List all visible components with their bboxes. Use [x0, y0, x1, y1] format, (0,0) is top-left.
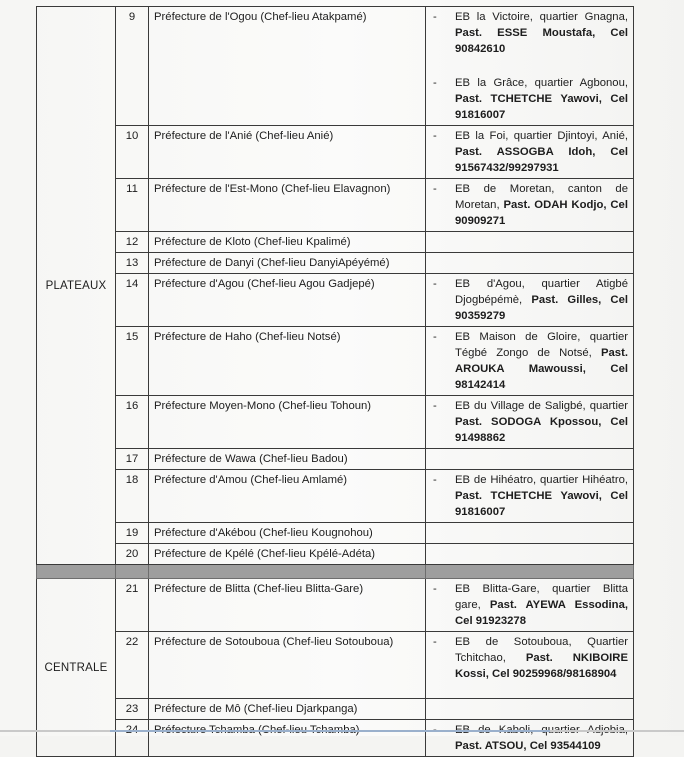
church-contact-cell [426, 632, 634, 699]
prefecture-number-cell [116, 179, 149, 232]
church-contact [455, 581, 628, 629]
prefecture-name: Préfecture d'Amou (Chef-lieu Amlamé) [154, 474, 348, 486]
church-contact-cell [426, 579, 634, 632]
prefecture-number-cell [116, 126, 149, 179]
list-item [431, 75, 628, 123]
church-contact [455, 329, 628, 393]
prefecture-number-cell [116, 396, 149, 449]
church-contact-cell [426, 720, 634, 757]
table-row [37, 253, 634, 274]
table-row [37, 470, 634, 523]
scan-edge [0, 730, 684, 732]
prefecture-number: 11 [126, 183, 138, 195]
prefecture-name: Préfecture de Wawa (Chef-lieu Badou) [154, 453, 348, 465]
prefecture-number-cell [116, 720, 149, 757]
bullet-dash: - [433, 474, 437, 486]
prefecture-name-cell [149, 396, 426, 449]
prefecture-number-cell [116, 699, 149, 720]
church-contact-cell [426, 274, 634, 327]
pastor-contact: Past. SODOGA Kpossou, Cel 91498862 [455, 416, 628, 444]
prefecture-name-cell [149, 544, 426, 565]
bullet-dash: - [433, 183, 437, 195]
prefecture-name-cell [149, 632, 426, 699]
table-row [37, 126, 634, 179]
bullet-dash: - [433, 77, 437, 89]
prefecture-name-cell [149, 579, 426, 632]
region-separator-row [37, 565, 634, 579]
prefecture-number: 17 [125, 453, 139, 465]
list-item [431, 634, 628, 682]
church-contact-cell [426, 232, 634, 253]
prefecture-number: 10 [125, 130, 139, 142]
church-location: EB la Victoire, quartier Gnagna, [455, 11, 628, 23]
pastor-contact: Past. AROUKA Mawoussi, Cel 98142414 [455, 347, 628, 391]
prefecture-name: Préfecture de l'Ogou (Chef-lieu Atakpamé) [154, 11, 367, 23]
church-contact-cell [426, 470, 634, 523]
prefecture-number-cell [116, 544, 149, 565]
church-location: EB de Hihéatro, quartier Hihéatro, [455, 474, 628, 486]
pastor-contact: Past. TCHETCHE Yawovi, Cel 91816007 [455, 93, 628, 121]
prefecture-number-cell [116, 327, 149, 396]
prefecture-name: Préfecture de Danyi (Chef-lieu DanyiApéyémé) [154, 257, 390, 269]
region-cell-plateaux [37, 7, 116, 565]
prefecture-number: 18 [125, 474, 139, 486]
pastor-contact: Past. ESSE Moustafa, Cel 90842610 [455, 27, 628, 55]
list-item [431, 472, 628, 520]
table-row [37, 720, 634, 757]
prefecture-number-cell [116, 449, 149, 470]
separator-cell [426, 565, 634, 579]
church-contact [455, 276, 628, 324]
church-contact-cell [426, 396, 634, 449]
church-location: EB Blitta-Gare, quartier Blitta gare, [455, 583, 628, 611]
church-location: EB la Foi, quartier Djintoyi, Anié, [455, 130, 628, 142]
prefecture-name-cell [149, 7, 426, 126]
prefecture-number: 14 [125, 278, 139, 290]
list-item [431, 329, 628, 393]
prefecture-name-cell [149, 449, 426, 470]
prefecture-name: Préfecture de l'Est-Mono (Chef-lieu Elavagnon) [154, 183, 391, 195]
church-contact-cell [426, 523, 634, 544]
prefecture-name-cell [149, 327, 426, 396]
prefecture-number: 9 [128, 11, 136, 23]
prefecture-name-cell [149, 253, 426, 274]
table-row [37, 396, 634, 449]
separator-cell [116, 565, 149, 579]
prefecture-name: Préfecture de Mô (Chef-lieu Djarkpanga) [154, 703, 358, 715]
prefecture-name-cell [149, 699, 426, 720]
prefecture-name: Préfecture Moyen-Mono (Chef-lieu Tohoun) [154, 400, 372, 412]
list-item [431, 9, 628, 57]
prefecture-name-cell [149, 470, 426, 523]
table-row [37, 632, 634, 699]
church-contact [455, 128, 628, 176]
prefecture-number-cell [116, 253, 149, 274]
pastor-contact: Past. ATSOU, Cel 93544109 [455, 740, 601, 752]
prefecture-name-cell [149, 523, 426, 544]
church-location: EB d'Agou, quartier Atigbé Djogbépémè, [455, 278, 628, 306]
bullet-dash: - [433, 130, 437, 142]
prefecture-name-cell [149, 232, 426, 253]
prefecture-number: 22 [125, 636, 139, 648]
prefecture-name-cell [149, 179, 426, 232]
table-row [37, 699, 634, 720]
prefecture-number: 16 [125, 400, 139, 412]
prefecture-name: Préfecture de Haho (Chef-lieu Notsé) [154, 331, 341, 343]
prefecture-number-cell [116, 579, 149, 632]
separator-cell [37, 565, 116, 579]
prefecture-name: Préfecture de Kpélé (Chef-lieu Kpélé-Adéta) [154, 548, 376, 560]
prefecture-number-cell [116, 470, 149, 523]
prefecture-number-cell [116, 7, 149, 126]
pastor-contact: Past. ASSOGBA Idoh, Cel 91567432/99297931 [455, 146, 628, 174]
prefecture-number-cell [116, 632, 149, 699]
table-row [37, 274, 634, 327]
prefecture-name-cell [149, 720, 426, 757]
pastor-contact: Past. Gilles, Cel 90359279 [455, 294, 629, 322]
church-contact-cell [426, 179, 634, 232]
church-contact [455, 472, 628, 520]
table-row [37, 7, 634, 126]
bullet-dash: - [433, 583, 437, 595]
prefecture-number: 23 [125, 703, 139, 715]
prefecture-number: 13 [125, 257, 139, 269]
church-registry-table [36, 6, 634, 757]
church-contact [455, 634, 628, 682]
bullet-dash: - [433, 400, 437, 412]
region-label: PLATEAUX [45, 279, 107, 292]
pastor-contact: Past. ODAH Kodjo, Cel 90909271 [455, 199, 628, 227]
separator-cell [149, 565, 426, 579]
bullet-dash: - [433, 11, 437, 23]
table-row [37, 579, 634, 632]
prefecture-name: Préfecture d'Agou (Chef-lieu Agou Gadjepé) [154, 278, 375, 290]
pastor-contact: Past. NKIBOIRE Kossi, Cel 90259968/98168904 [455, 652, 628, 680]
church-contact-cell [426, 253, 634, 274]
region-label: CENTRALE [44, 661, 108, 674]
pastor-contact: Past. AYEWA Essodina, Cel 91923278 [455, 599, 628, 627]
table-row [37, 449, 634, 470]
prefecture-number: 21 [125, 583, 139, 595]
list-item [431, 276, 628, 324]
church-contact [455, 181, 628, 229]
list-item [431, 581, 628, 629]
prefecture-number-cell [116, 274, 149, 327]
prefecture-number: 15 [125, 331, 139, 343]
prefecture-name: Préfecture de Blitta (Chef-lieu Blitta-Gare) [154, 583, 364, 595]
church-location: EB la Grâce, quartier Agbonou, [455, 77, 628, 89]
church-contact-cell [426, 699, 634, 720]
bullet-dash: - [433, 331, 437, 343]
pastor-contact: Past. TCHETCHE Yawovi, Cel 91816007 [455, 490, 628, 518]
prefecture-number-cell [116, 523, 149, 544]
church-contact-cell [426, 126, 634, 179]
table-row [37, 544, 634, 565]
church-contact-cell [426, 544, 634, 565]
church-location: EB Maison de Gloire, quartier Tégbé Zongo de Notsé, [455, 331, 628, 359]
church-contact [455, 398, 628, 446]
prefecture-name: Préfecture de Kloto (Chef-lieu Kpalimé) [154, 236, 351, 248]
prefecture-number: 12 [125, 236, 139, 248]
church-contact-cell [426, 327, 634, 396]
prefecture-name: Préfecture de l'Anié (Chef-lieu Anié) [154, 130, 334, 142]
list-item [431, 181, 628, 229]
bullet-dash: - [433, 636, 437, 648]
church-contact [455, 75, 628, 123]
prefecture-number-cell [116, 232, 149, 253]
church-contact [455, 9, 628, 57]
church-location: EB du Village de Saligbé, quartier [455, 400, 628, 412]
prefecture-name-cell [149, 274, 426, 327]
prefecture-number: 20 [125, 548, 139, 560]
church-location: EB de Moretan, canton de Moretan, [455, 183, 628, 211]
table-row [37, 523, 634, 544]
table-row [37, 179, 634, 232]
table-row [37, 327, 634, 396]
list-item [431, 128, 628, 176]
prefecture-name: Préfecture d'Akébou (Chef-lieu Kougnohou) [154, 527, 373, 539]
church-contact-cell [426, 7, 634, 126]
prefecture-number: 19 [125, 527, 139, 539]
church-contact [455, 722, 628, 754]
list-item [431, 722, 628, 754]
prefecture-name: Préfecture de Sotouboua (Chef-lieu Sotouboua) [154, 636, 394, 648]
table-row [37, 232, 634, 253]
bullet-dash: - [433, 278, 437, 290]
church-location: EB de Sotouboua, Quartier Tchitchao, [455, 636, 628, 664]
prefecture-name-cell [149, 126, 426, 179]
list-item [431, 398, 628, 446]
church-contact-cell [426, 449, 634, 470]
